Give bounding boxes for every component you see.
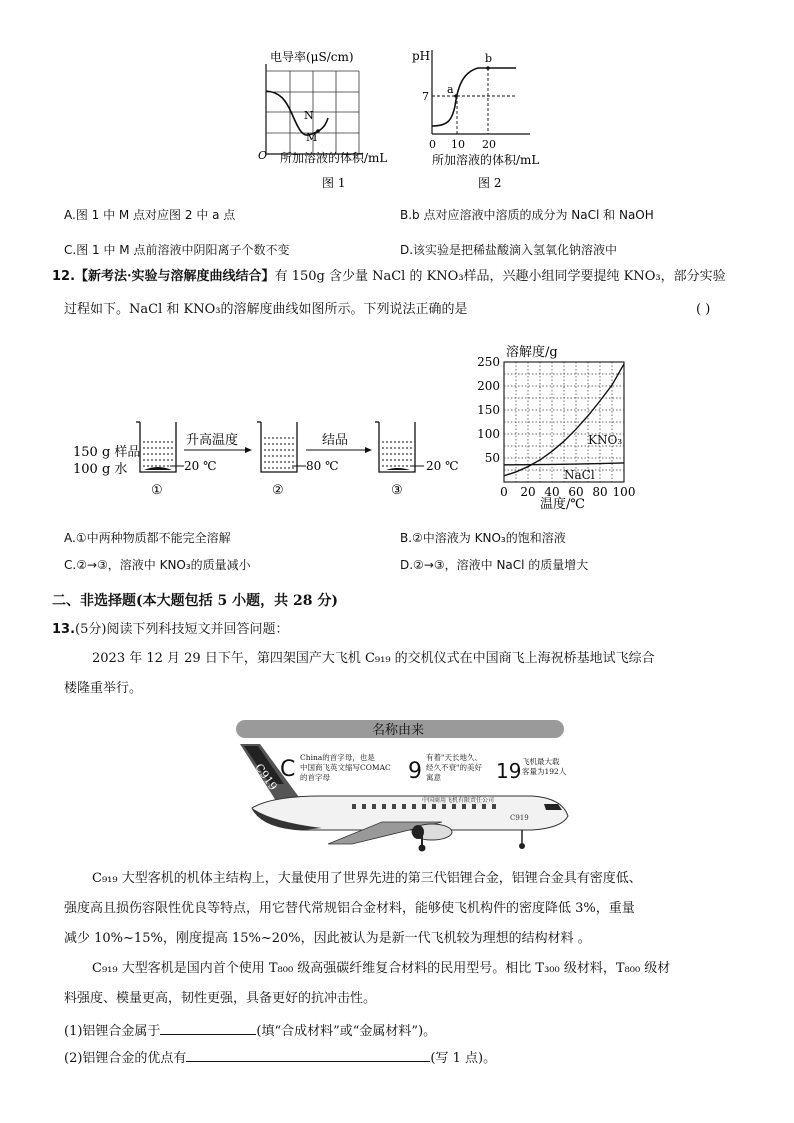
q12-option-C: C.②→③，溶液中 KNO₃的质量减小 — [64, 558, 251, 572]
q13-para1-line1: 2023 年 12 月 29 日下午，第四架国产大飞机 C₉₁₉ 的交机仪式在中国商飞上海祝桥基地试飞综合 — [92, 651, 655, 666]
svg-text:②: ② — [272, 483, 284, 498]
y-tick-label: 150 — [477, 403, 500, 417]
svg-text:0: 0 — [429, 138, 436, 151]
svg-text:③: ③ — [391, 483, 403, 498]
x-tick-label: 0 — [500, 485, 508, 499]
q13-para3-line2: 料强度、模量更高，韧性更强，具备更好的抗冲击性。 — [64, 991, 377, 1006]
svg-text:飞机最大载: 飞机最大载 — [522, 757, 560, 766]
q11-option-D: D.该实验是把稀盐酸滴入氢氧化钠溶液中 — [400, 243, 618, 257]
chart-xlabel: 温度/℃ — [540, 497, 585, 512]
y-tick-label: 100 — [477, 427, 500, 441]
c919-name-origin-figure — [232, 716, 572, 856]
q11-option-C: C.图 1 中 M 点前溶液中阴阳离子个数不变 — [64, 243, 290, 257]
x-tick-label: 100 — [612, 485, 636, 499]
fig2-point-a — [454, 94, 458, 98]
series-label-nacl: NaCl — [564, 467, 595, 482]
beaker-1 — [136, 422, 184, 472]
svg-text:的首字母: 的首字母 — [300, 773, 330, 782]
q13-sub1-answer-blank[interactable] — [160, 1020, 256, 1035]
q12-option-A: A.①中两种物质都不能完全溶解 — [64, 531, 231, 545]
solubility-chart — [470, 338, 640, 516]
x-tick-label: 20 — [520, 485, 536, 499]
fig1-origin: O — [258, 149, 268, 162]
beaker-3 — [375, 422, 424, 472]
svg-text:中国商飞英文缩写COMAC: 中国商飞英文缩写COMAC — [300, 763, 391, 772]
q13-stem: 13.(5分)阅读下列科技短文并回答问题： — [52, 622, 289, 637]
x-tick-label: 60 — [568, 485, 584, 499]
fig2-ylabel: pH — [412, 49, 431, 63]
q12-option-B: B.②中溶液为 KNO₃的饱和溶液 — [400, 531, 566, 545]
figure-1-conductivity-graph — [252, 44, 402, 194]
fig2-point-b — [486, 66, 490, 70]
fig2-caption: 图 2 — [478, 176, 502, 190]
c-letter: C — [280, 757, 296, 782]
section-2-heading: 二、非选择题(本大题包括 5 小题，共 28 分) — [52, 593, 338, 609]
fuselage-text: 中国商用飞机有限责任公司 — [422, 797, 495, 804]
fig1-xlabel: 所加溶液的体积/mL — [280, 151, 388, 165]
y-tick-label: 200 — [477, 379, 500, 393]
q13-para2-line3: 减少 10%~15%，刚度提高 15%~20%，因此被认为是新一代飞机较为理想的结构材料 。 — [64, 931, 591, 946]
svg-text:150 g 样品: 150 g 样品 — [73, 445, 141, 460]
q13-sub2: (2)铝锂合金的优点有 (写 1 点)。 — [64, 1047, 496, 1068]
x-tick-label: 80 — [592, 485, 608, 499]
q11-option-B: B.b 点对应溶液中溶质的成分为 NaCl 和 NaOH — [400, 208, 654, 222]
beaker-2 — [257, 422, 306, 472]
chart-ylabel: 溶解度/g — [506, 345, 558, 360]
fig1-caption: 图 1 — [322, 176, 346, 190]
svg-text:客量为192人: 客量为192人 — [522, 767, 567, 776]
y-tick-label: 50 — [484, 451, 500, 465]
n9-number: 9 — [408, 759, 422, 784]
q13-para1-line2: 楼隆重举行。 — [64, 681, 143, 696]
svg-text:结品: 结品 — [322, 433, 349, 448]
svg-text:N: N — [304, 109, 314, 122]
svg-text:20 ℃: 20 ℃ — [426, 459, 459, 473]
svg-text:寓意: 寓意 — [426, 773, 441, 782]
svg-text:①: ① — [151, 483, 163, 498]
fig2-tick-7: 7 — [422, 90, 429, 103]
figure-2-ph-graph — [408, 40, 558, 194]
tail-text: C919 — [252, 761, 280, 793]
svg-text:b: b — [485, 52, 493, 65]
q12-stem-line2: 过程如下。NaCl 和 KNO₃的溶解度曲线如图所示。下列说法正确的是 — [64, 302, 468, 317]
figure-banner: 名称由来 — [372, 723, 425, 738]
n19-number: 19 — [496, 759, 522, 783]
q13-sub1: (1)铝锂合金属于 (填“合成材料”或“金属材料”)。 — [64, 1020, 436, 1041]
q12-answer-bracket: ( ) — [696, 302, 711, 317]
series-label-kno3: KNO₃ — [588, 432, 623, 447]
svg-text:有着"天长地久、: 有着"天长地久、 — [426, 753, 482, 762]
q12-stem-line1: 12.【新考法·实验与溶解度曲线结合】有 150g 含少量 NaCl 的 KNO₃样品，兴趣小组同学要提纯 KNO₃，部分实验 — [52, 269, 726, 284]
svg-text:China的首字母，也是: China的首字母，也是 — [300, 753, 375, 762]
nose-text: C919 — [510, 814, 529, 822]
q13-para2-line2: 强度高且损伤容限性优良等特点，用它替代常规铝合金材料，能够使飞机构件的密度降低 3%，重量 — [64, 901, 635, 916]
svg-text:100 g 水: 100 g 水 — [73, 462, 128, 477]
fig2-xlabel: 所加溶液的体积/mL — [432, 153, 540, 167]
svg-text:M: M — [306, 131, 318, 144]
q13-sub2-answer-blank[interactable] — [186, 1047, 430, 1062]
svg-text:20: 20 — [482, 138, 496, 151]
q11-option-A: A.图 1 中 M 点对应图 2 中 a 点 — [64, 208, 236, 222]
x-tick-label: 40 — [544, 485, 560, 499]
svg-text:经久不衰"的美好: 经久不衰"的美好 — [426, 763, 482, 772]
svg-text:80 ℃: 80 ℃ — [306, 459, 339, 473]
q12-process-diagram — [66, 410, 476, 500]
svg-text:a: a — [447, 83, 454, 96]
q13-para2-line1: C₉₁₉ 大型客机的机体主结构上，大量使用了世界先进的第三代铝锂合金，铝锂合金具有密度低、 — [92, 871, 642, 886]
svg-text:20 ℃: 20 ℃ — [184, 459, 217, 473]
svg-text:升高温度: 升高温度 — [186, 433, 239, 448]
q13-para3-line1: C₉₁₉ 大型客机是国内首个使用 T₈₀₀ 级高强碳纤维复合材料的民用型号。相比 T₃₀₀ 级材料，T₈₀₀ 级材 — [92, 961, 671, 976]
series-line-nacl — [504, 463, 624, 465]
fig1-ylabel: 电导率(μS/cm) — [270, 50, 354, 64]
y-tick-label: 250 — [477, 355, 500, 369]
q12-tag: 【新考法·实验与溶解度曲线结合】 — [75, 269, 275, 284]
svg-text:10: 10 — [451, 138, 465, 151]
q12-option-D: D.②→③，溶液中 NaCl 的质量增大 — [400, 558, 589, 572]
